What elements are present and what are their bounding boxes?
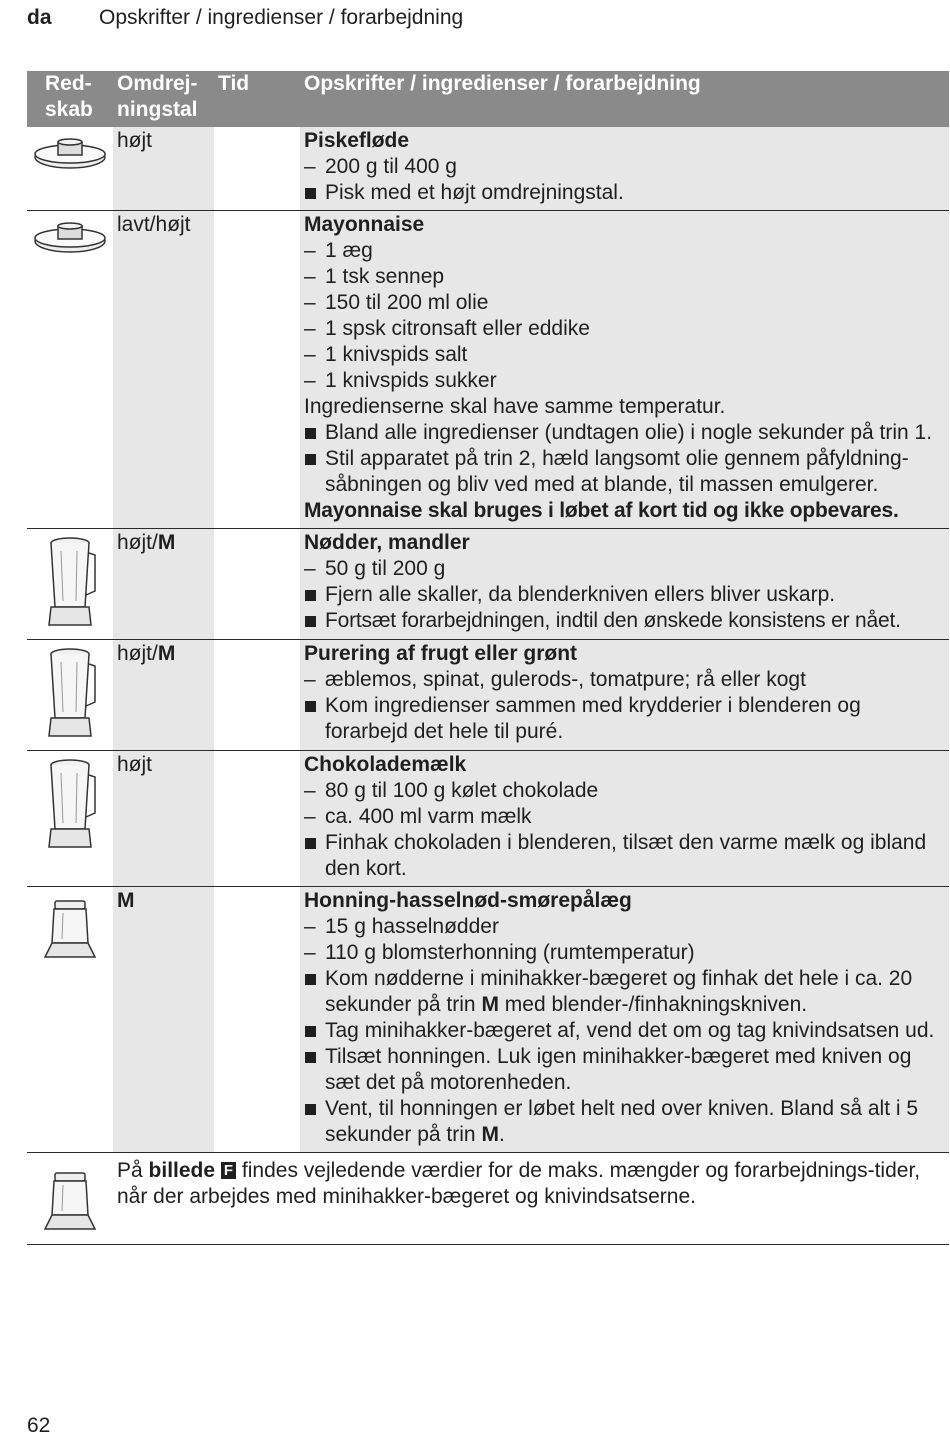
ingredient-line: – 1 æg xyxy=(304,239,373,262)
recipe-body xyxy=(300,211,949,529)
speed-cell: lavt/højt xyxy=(113,211,214,529)
blender-jug-icon xyxy=(27,640,113,745)
step-line: Fjern alle skaller, da blenderkniven ellers bliver uskarp. xyxy=(304,582,945,608)
step-line: Pisk med et højt omdrejningstal. xyxy=(304,180,945,206)
tool-cell xyxy=(27,887,113,1153)
step-line: Kom nødderne i minihakker-bægeret og finhak det hele i ca. 20 sekunder på trin M med blender-/finhakningskniven. xyxy=(304,966,945,1018)
recipe-body xyxy=(300,529,949,640)
tool-cell xyxy=(27,529,113,640)
figure-label: F xyxy=(221,1162,236,1179)
time-cell xyxy=(214,887,300,1153)
ingredient-line: – 80 g til 100 g kølet chokolade xyxy=(304,779,599,802)
recipe-title: Nødder, mandler xyxy=(304,531,470,554)
ingredient-line: – 1 knivspids salt xyxy=(304,343,468,366)
recipe-row-mayonnaise xyxy=(27,211,949,529)
ingredient-line: – 15 g hasselnødder xyxy=(304,915,499,938)
time-cell xyxy=(214,640,300,751)
recipe-body xyxy=(300,751,949,887)
ingredient-line: – 200 g til 400 g xyxy=(304,155,457,178)
col-header-time: Tid xyxy=(214,71,300,127)
note-text: På billede F findes vejledende værdier for de maks. mængder og forarbejdnings-tider, når der arbejdes med minihakker-bægeret og knivindsatserne. xyxy=(113,1153,949,1245)
col-header-tool: Red- skab xyxy=(27,71,113,127)
time-cell xyxy=(214,127,300,211)
recipe-title: Purering af frugt eller grønt xyxy=(304,642,578,665)
recipe-row-puree xyxy=(27,640,949,751)
ingredient-line: – 150 til 200 ml olie xyxy=(304,291,489,314)
ingredient-line: – 1 spsk citronsaft eller eddike xyxy=(304,317,590,340)
step-line: Kom ingredienser sammen med krydderier i blenderen og forarbejd det hele til puré. xyxy=(304,693,945,745)
note-row xyxy=(27,1153,949,1245)
recipe-row-nuts xyxy=(27,529,949,640)
recipe-title: Piskefløde xyxy=(304,129,410,152)
whisk-disc-icon xyxy=(27,127,113,177)
ingredient-line: – æblemos, spinat, gulerods-, tomatpure; rå eller kogt xyxy=(304,668,806,691)
step-line: Finhak chokoladen i blenderen, tilsæt den varme mælk og ibland den kort. xyxy=(304,830,945,882)
recipe-row-honey-hazelnut xyxy=(27,887,949,1153)
blender-jug-icon xyxy=(27,529,113,634)
ingredient-line: – 110 g blomsterhonning (rumtemperatur) xyxy=(304,941,695,964)
page-number: 62 xyxy=(27,1414,51,1437)
ingredient-line: – 1 knivspids sukker xyxy=(304,369,497,392)
step-line: Tag minihakker-bægeret af, vend det om og tag knivindsatsen ud. xyxy=(304,1018,945,1044)
ingredient-line: – ca. 400 ml varm mælk xyxy=(304,805,532,828)
recipe-body xyxy=(300,887,949,1153)
mini-chopper-icon xyxy=(27,1159,113,1239)
blender-jug-icon xyxy=(27,751,113,856)
step-line: Tilsæt honningen. Luk igen minihakker-bægeret med kniven og sæt det på motorenheden. xyxy=(304,1044,945,1096)
recipe-title: Chokolademælk xyxy=(304,753,467,776)
speed-cell: M xyxy=(113,887,214,1153)
language-code: da xyxy=(27,6,52,29)
col-header-recipe: Opskrifter / ingredienser / forarbejdning xyxy=(300,71,949,127)
recipe-title: Honning-hasselnød-smørepålæg xyxy=(304,889,632,912)
col-header-speed: Omdrej- ningstal xyxy=(113,71,214,127)
recipe-body xyxy=(300,640,949,751)
tool-cell xyxy=(27,1153,113,1245)
mini-chopper-icon xyxy=(27,887,113,967)
time-cell xyxy=(214,211,300,529)
speed-cell: højt/M xyxy=(113,640,214,751)
tool-cell xyxy=(27,211,113,529)
recipe-row-chocolate-milk xyxy=(27,751,949,887)
note-line: Ingredienserne skal have samme temperatur. xyxy=(304,395,726,418)
page-title: Opskrifter / ingredienser / forarbejdning xyxy=(99,6,464,29)
speed-cell: højt xyxy=(113,127,214,211)
ingredient-line: – 50 g til 200 g xyxy=(304,557,446,580)
time-cell xyxy=(214,751,300,887)
table-header-row xyxy=(27,71,949,127)
tool-cell xyxy=(27,751,113,887)
recipe-table xyxy=(27,71,949,1245)
recipe-title: Mayonnaise xyxy=(304,213,425,236)
tool-cell xyxy=(27,640,113,751)
step-line: Vent, til honningen er løbet helt ned over kniven. Bland så alt i 5 sekunder på trin M. xyxy=(304,1096,945,1148)
speed-cell: højt/M xyxy=(113,529,214,640)
step-line: Bland alle ingredienser (undtagen olie) i nogle sekunder på trin 1. xyxy=(304,420,945,446)
ingredient-line: – 1 tsk sennep xyxy=(304,265,445,288)
time-cell xyxy=(214,529,300,640)
step-line: Stil apparatet på trin 2, hæld langsomt olie gennem påfyldning-såbningen og bliv ved med at blande, til massen emulgerer. xyxy=(304,446,945,498)
whisk-disc-icon xyxy=(27,211,113,261)
step-line: Fortsæt forarbejdningen, indtil den ønskede konsistens er nået. xyxy=(304,608,945,634)
warning-line: Mayonnaise skal bruges i løbet af kort tid og ikke opbevares. xyxy=(304,499,899,522)
recipe-body xyxy=(300,127,949,211)
speed-cell: højt xyxy=(113,751,214,887)
tool-cell xyxy=(27,127,113,211)
recipe-row-whipped-cream xyxy=(27,127,949,211)
